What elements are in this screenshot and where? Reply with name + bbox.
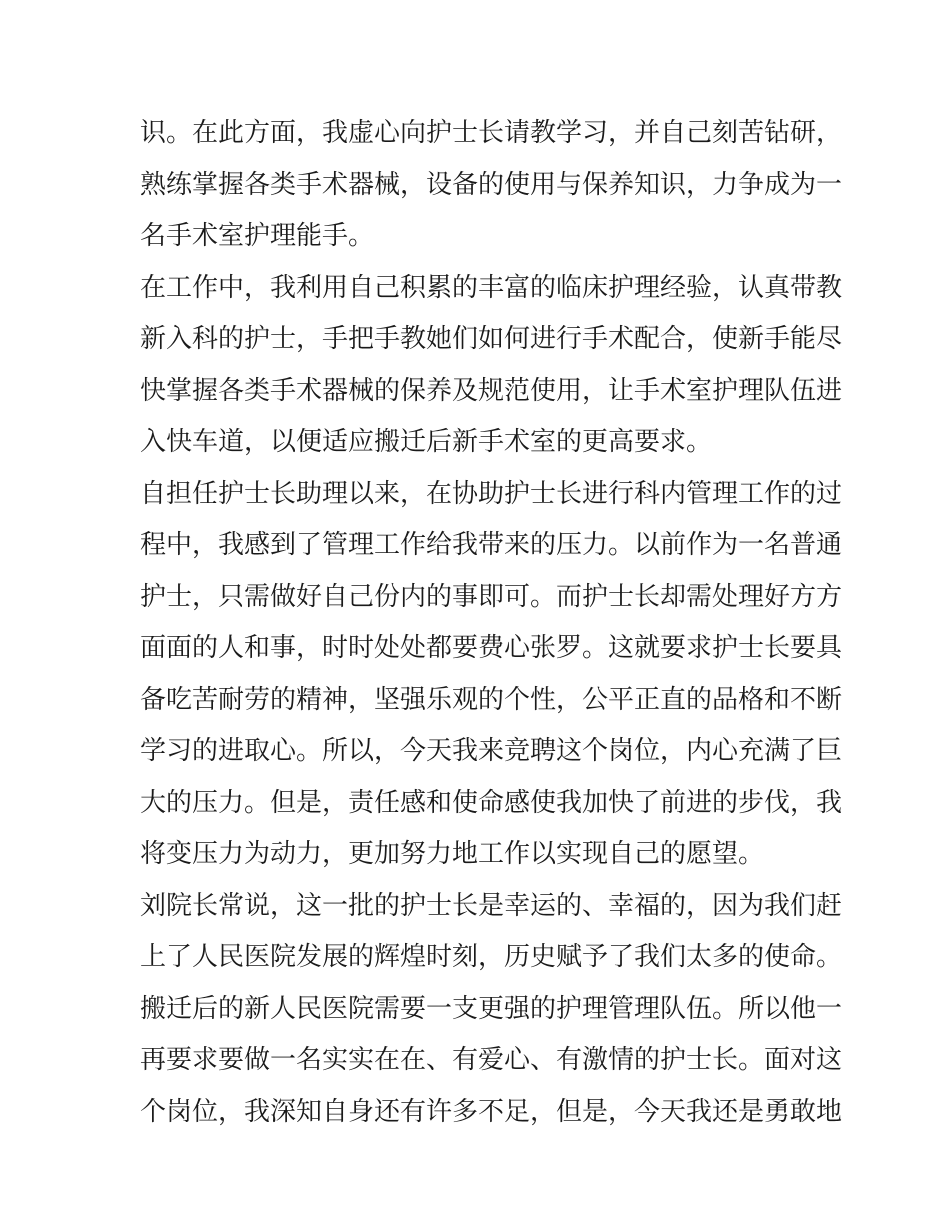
- text-line: 自担任护士长助理以来，在协助护士长进行科内管理工作的过: [140, 478, 843, 509]
- text-line: 面面的人和事，时时处处都要费心张罗。这就要求护士长要具: [140, 633, 843, 663]
- body-text: [140, 108, 843, 1138]
- text-line: 在工作中，我利用自己积累的丰富的临床护理经验，认真带教: [140, 272, 843, 303]
- text-line: 名手术室护理能手。: [140, 221, 375, 251]
- text-line: 备吃苦耐劳的精神，坚强乐观的个性，公平正直的品格和不断: [140, 684, 843, 715]
- text-line: 护士，只需做好自己份内的事即可。而护士长却需处理好方方: [140, 581, 843, 612]
- text-line: 上了人民医院发展的辉煌时刻，历史赋予了我们太多的使命。: [140, 942, 843, 972]
- text-line: 搬迁后的新人民医院需要一支更强的护理管理队伍。所以他一: [140, 993, 843, 1024]
- text-line: 快掌握各类手术器械的保养及规范使用，让手术室护理队伍进: [140, 375, 843, 406]
- text-line: 熟练掌握各类手术器械，设备的使用与保养知识，力争成为一: [140, 169, 843, 200]
- text-line: 学习的进取心。所以，今天我来竞聘这个岗位，内心充满了巨: [140, 736, 843, 766]
- text-line: 个岗位，我深知自身还有许多不足，但是，今天我还是勇敢地: [140, 1096, 843, 1127]
- text-line: 入快车道，以便适应搬迁后新手术室的更高要求。: [140, 427, 713, 457]
- text-line: 新入科的护士，手把手教她们如何进行手术配合，使新手能尽: [140, 324, 843, 354]
- text-line: 识。在此方面，我虚心向护士长请教学习，并自己刻苦钻研，: [140, 118, 843, 148]
- text-line: 大的压力。但是，责任感和使命感使我加快了前进的步伐，我: [140, 787, 843, 818]
- text-line: 再要求要做一名实实在在、有爱心、有激情的护士长。面对这: [140, 1045, 843, 1075]
- text-line: 程中，我感到了管理工作给我带来的压力。以前作为一名普通: [140, 530, 843, 560]
- text-line: 将变压力为动力，更加努力地工作以实现自己的愿望。: [140, 839, 765, 869]
- text-line: 刘院长常说，这一批的护士长是幸运的、幸福的，因为我们赶: [140, 890, 843, 921]
